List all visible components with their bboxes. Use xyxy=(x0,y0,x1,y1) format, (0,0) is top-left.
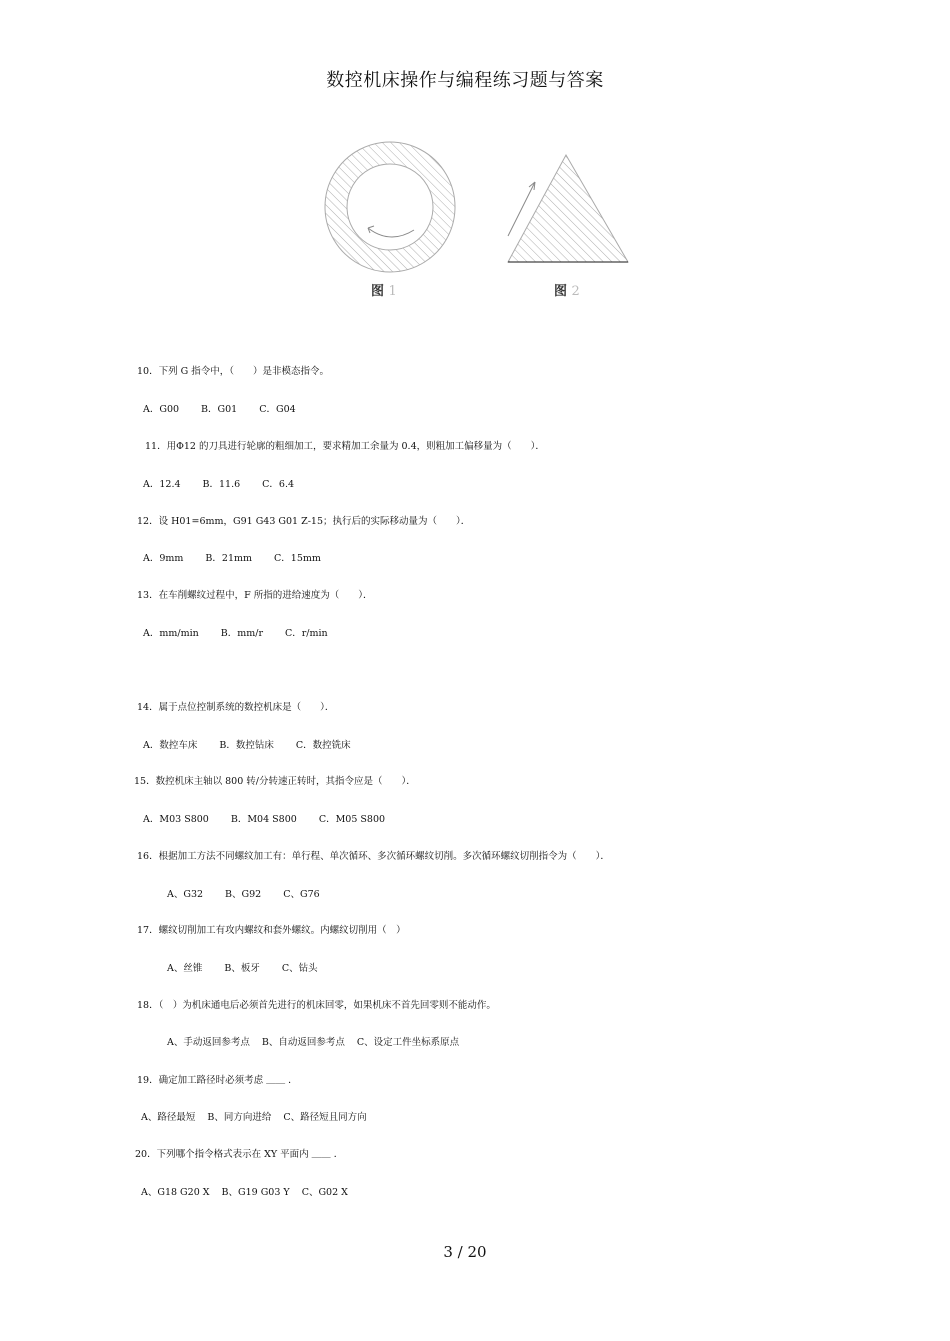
figure-1-prefix: 图 xyxy=(371,284,385,299)
option-b: B．21mm xyxy=(205,553,253,564)
figure-2-prefix: 图 xyxy=(554,284,568,299)
option-a: A．G00 xyxy=(143,404,180,415)
option-b: B．数控钻床 xyxy=(219,740,274,751)
option-b: B、自动返回参考点 xyxy=(261,1037,345,1048)
option-c: C、G02 X xyxy=(301,1187,348,1198)
question-19: 19．确定加工路径时必须考虑 ＿＿ ． xyxy=(137,1075,298,1086)
question-17-options xyxy=(167,960,340,974)
option-b: B．M04 S800 xyxy=(230,814,297,825)
triangle-figure xyxy=(508,155,628,262)
option-a: A、G18 G20 X xyxy=(141,1187,210,1198)
question-13: 13．在车削螺纹过程中，F 所指的进给速度为（ ）． xyxy=(137,590,373,601)
option-b: B、G92 xyxy=(225,889,262,900)
question-19-options xyxy=(141,1109,389,1123)
option-c: C．数控铣床 xyxy=(295,740,351,751)
option-a: A．mm/min xyxy=(143,628,199,639)
figures xyxy=(310,130,650,310)
question-20-options xyxy=(141,1184,370,1198)
question-12: 12．设 H01=6mm，G91 G43 G01 Z-15；执行后的实际移动量为（ ）． xyxy=(137,516,471,527)
option-a: A、路径最短 xyxy=(141,1112,196,1123)
question-18: 18．（ ）为机床通电后必须首先进行的机床回零，如果机床不首先回零则不能动作。 xyxy=(137,1000,496,1011)
option-a: A．数控车床 xyxy=(143,740,198,751)
option-c: C．M05 S800 xyxy=(318,814,386,825)
question-17: 17．螺纹切削加工有攻内螺纹和套外螺纹。内螺纹切削用（ ） xyxy=(137,925,406,936)
option-c: C、路径短且同方向 xyxy=(283,1112,367,1123)
figure-2-label xyxy=(554,280,580,299)
page-title: 数控机床操作与编程练习题与答案 xyxy=(326,70,604,91)
question-14: 14．属于点位控制系统的数控机床是（ ）． xyxy=(137,702,335,713)
option-b: B．G01 xyxy=(201,404,238,415)
question-15-options xyxy=(143,811,407,825)
option-b: B、G19 G03 Y xyxy=(221,1187,290,1198)
option-b: B．11.6 xyxy=(202,479,241,490)
figure-1-label xyxy=(371,280,397,299)
question-20: 20．下列哪个指令格式表示在 XY 平面内 ＿＿ ． xyxy=(135,1149,344,1160)
option-c: C、设定工件坐标系原点 xyxy=(356,1037,460,1048)
option-a: A、丝锥 xyxy=(167,963,203,974)
figure-1-number: 1 xyxy=(388,284,397,299)
page-number: 3 / 20 xyxy=(443,1243,487,1261)
option-c: C．15mm xyxy=(274,553,321,564)
question-14-options xyxy=(143,737,373,751)
question-10: 10．下列 G 指令中，（ ）是非模态指令。 xyxy=(137,366,329,377)
option-c: C．G04 xyxy=(259,404,296,415)
ring-figure xyxy=(325,142,455,272)
question-18-options xyxy=(167,1034,481,1048)
question-13-options xyxy=(143,625,350,639)
option-c: C、G76 xyxy=(283,889,320,900)
question-10-options xyxy=(143,401,318,415)
option-a: A、G32 xyxy=(167,889,204,900)
option-c: C．r/min xyxy=(285,628,328,639)
option-c: C．6.4 xyxy=(262,479,295,490)
question-11: 11．用Φ12 的刀具进行轮廓的粗细加工，要求精加工余量为 0.4，则粗加工偏移量为（ ）． xyxy=(145,441,545,452)
option-a: A．9mm xyxy=(143,553,184,564)
question-11-options xyxy=(143,476,316,490)
question-16-options xyxy=(167,886,342,900)
option-a: A．12.4 xyxy=(143,479,181,490)
option-c: C、钻头 xyxy=(281,963,318,974)
figure-2-number: 2 xyxy=(571,284,580,299)
option-b: B、板牙 xyxy=(224,963,260,974)
question-12-options xyxy=(143,550,343,564)
figures-drawing xyxy=(310,130,650,310)
option-b: B．mm/r xyxy=(220,628,263,639)
option-a: A、手动返回参考点 xyxy=(167,1037,250,1048)
option-b: B、同方向进给 xyxy=(207,1112,272,1123)
option-a: A．M03 S800 xyxy=(143,814,209,825)
question-15: 15．数控机床主轴以 800 转/分转速正转时，其指令应是（ ）． xyxy=(134,776,416,787)
question-16: 16．根据加工方法不同螺纹加工有：单行程、单次循环、多次循环螺纹切削。多次循环螺纹切削指令为（ ）． xyxy=(137,851,610,862)
